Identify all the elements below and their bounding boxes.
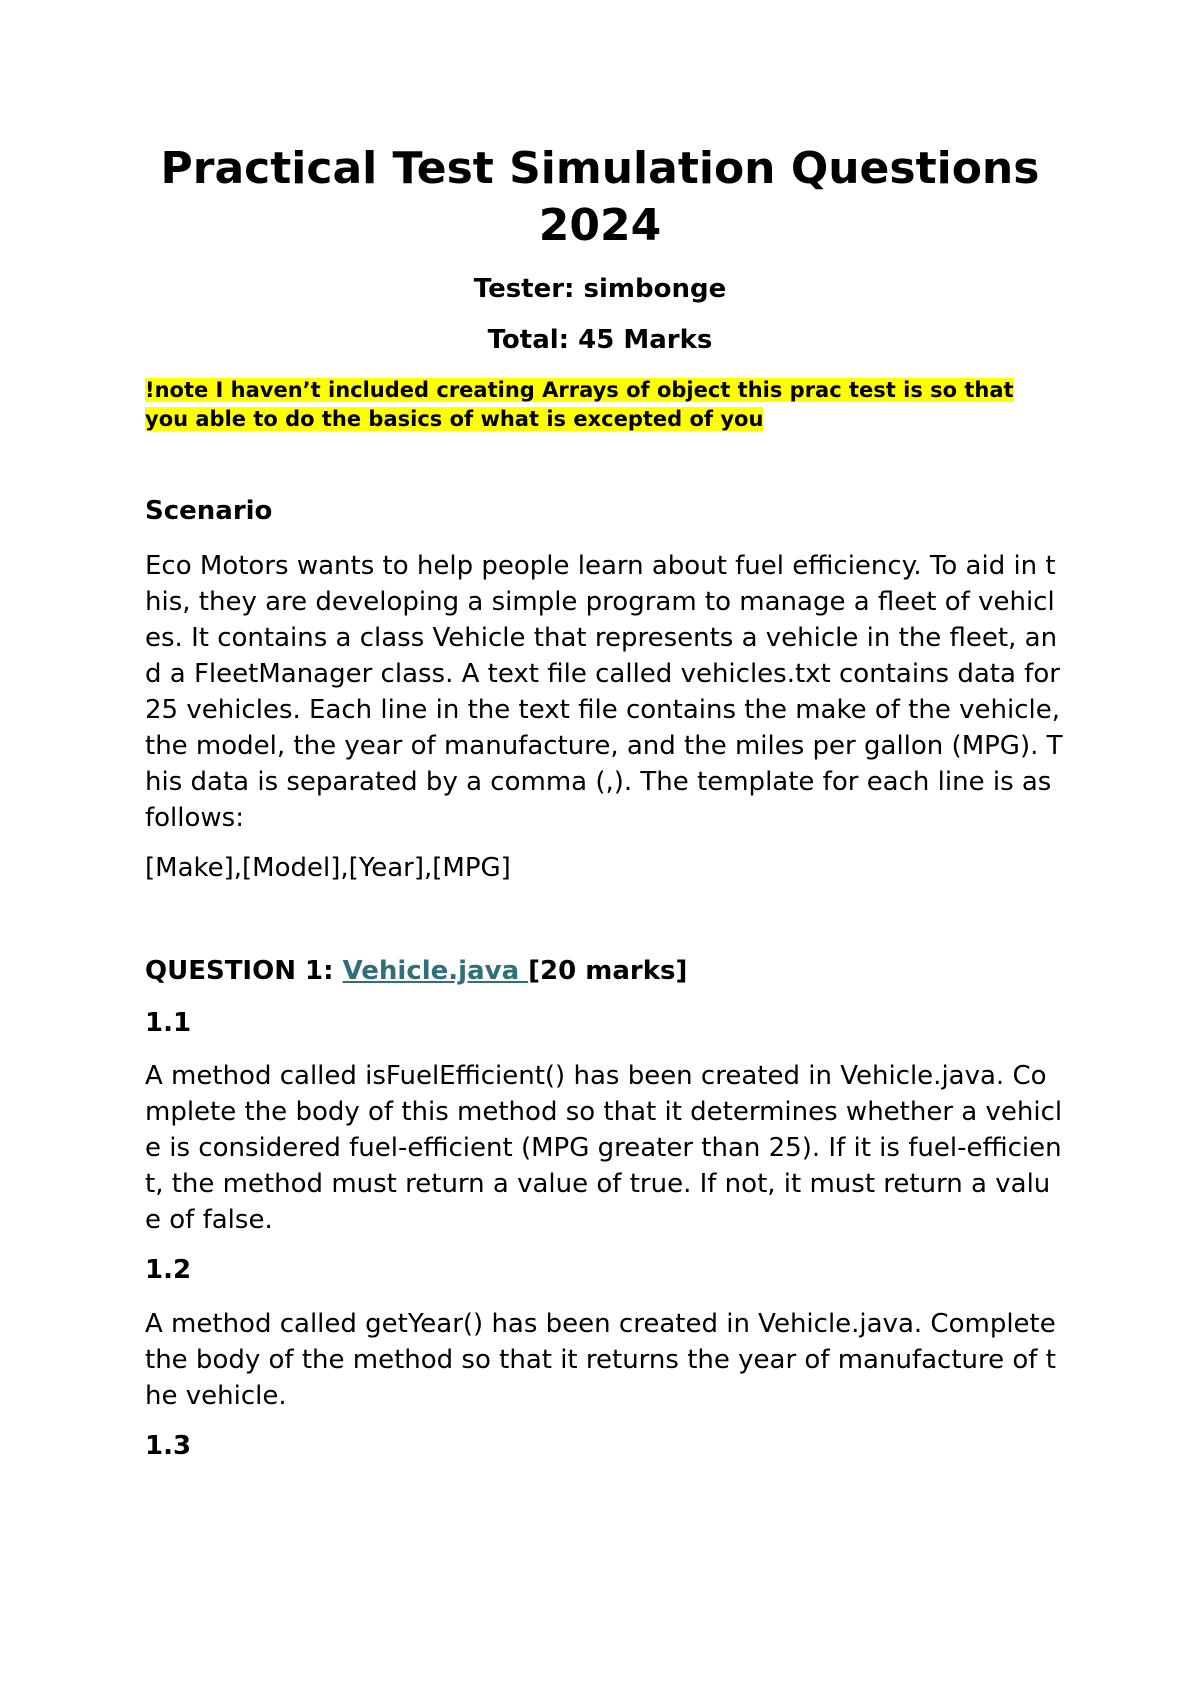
question-1-3-heading: 1.3 <box>145 1431 192 1461</box>
question-1-heading <box>145 954 687 988</box>
total-marks: Total: 45 Marks <box>487 325 713 355</box>
tester-line: Tester: simbonge <box>473 274 727 304</box>
scenario-heading: Scenario <box>145 496 273 526</box>
question-1-1-heading: 1.1 <box>145 1008 192 1038</box>
document-title: Practical Test Simulation Questions 2024 <box>160 143 1040 251</box>
question-1-2-body: A method called getYear() has been created in Vehicle.java. Complete the body of the method so that it returns the year of manufacture of the vehicle. <box>145 1309 1056 1411</box>
line-template: [Make],[Model],[Year],[MPG] <box>145 853 511 883</box>
question-1-prefix: QUESTION 1: <box>145 956 343 986</box>
vehicle-java-link[interactable]: Vehicle.java <box>342 956 529 986</box>
question-1-1-body: A method called isFuelEfficient() has been created in Vehicle.java. Complete the body of this method so that it determines whether a vehicle is considered fuel-efficient (MPG greater than 25). If it is fuel-efficient, the method must return a value of true. If not, it must return a value of false. <box>145 1061 1063 1235</box>
question-1-2-heading: 1.2 <box>145 1255 192 1285</box>
scenario-body: Eco Motors wants to help people learn about fuel efficiency. To aid in this, they are developing a simple program to manage a fleet of vehicles. It contains a class Vehicle that represents a vehicle in the fleet, and a FleetManager class. A text file called vehicles.txt contains data for 25 vehicles. Each line in the text file contains the make of the vehicle, the model, the year of manufacture, and the miles per gallon (MPG). This data is separated by a comma (,). The template for each line is as follows: <box>145 551 1063 833</box>
question-1-marks: [20 marks] <box>528 956 688 986</box>
highlighted-note <box>145 376 1045 434</box>
note-text: !note I haven’t included creating Arrays of object this prac test is so that you able to do the basics of what is excepted of you <box>145 378 1014 431</box>
